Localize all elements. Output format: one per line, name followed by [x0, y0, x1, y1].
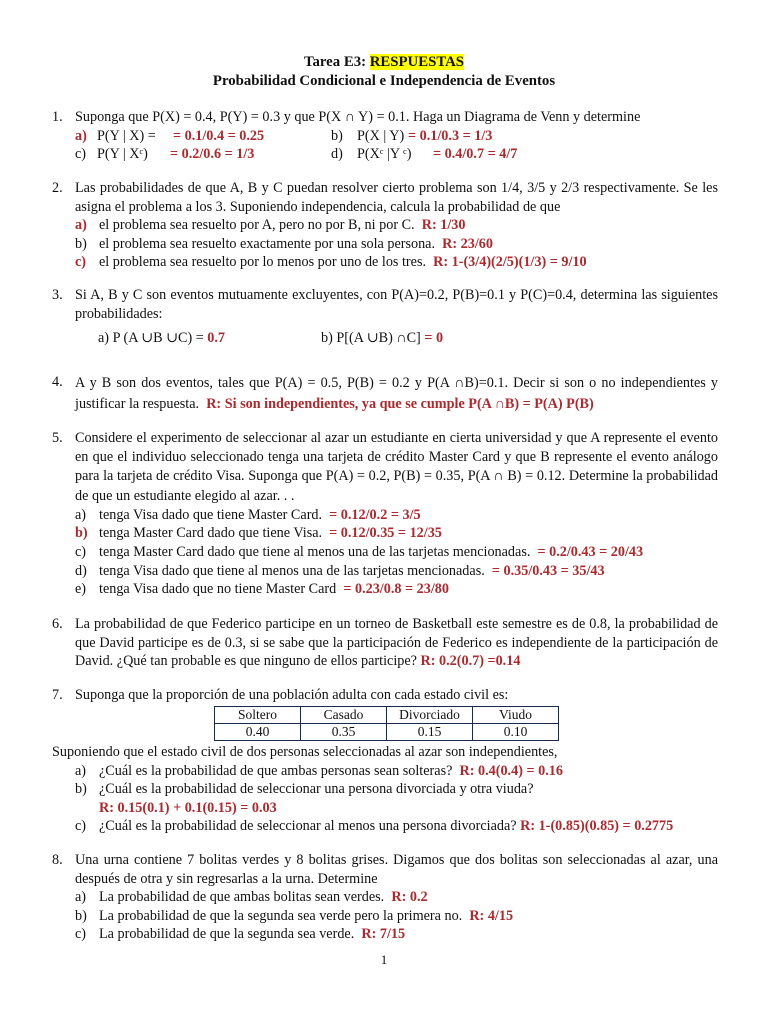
question-text: A y B son dos eventos, tales que P(A) = 0.5, P(B) = 0.2 y P(A ∩B)=0.1. Decir si son o no independientes y justificar la respuesta. — [75, 375, 718, 412]
item-text: ¿Cuál es la probabilidad de seleccionar al menos una persona divorciada? — [99, 818, 517, 835]
table-header: Casado — [301, 707, 387, 724]
question-text: Una urna contiene 7 bolitas verdes y 8 bolitas grises. Digamos que dos bolitas son seleccionadas al azar, una después de otra y sin regresarlas a la urna. Determine — [75, 852, 718, 887]
sub-item-c — [75, 817, 724, 836]
answer: R: 0.4(0.4) = 0.16 — [459, 762, 563, 779]
table-header-row — [215, 707, 559, 724]
item-label: a) — [75, 127, 87, 144]
item-label: a) — [75, 506, 87, 523]
table-header: Soltero — [215, 707, 301, 724]
answer: = 0.2/0.6 = 1/3 — [170, 146, 255, 163]
sub-item-b — [75, 524, 718, 543]
item-label: d) — [331, 146, 343, 163]
question-text: Considere el experimento de seleccionar al azar un estudiante en cierta universidad y que A represente el evento en que el individuo seleccionado tenga una tarjeta de crédito Master Card y que B represente el evento análogo para la tarjeta de crédito Visa. Suponga que P(A) = 0.2, P(B) = 0.35, P(A ∩ B) = 0.12. Determine la probabilidad de que un estudiante elegido al azar. . . — [75, 430, 718, 504]
question-text: Suponga que la proporción de una población adulta con cada estado civil es: — [75, 687, 509, 703]
answer: R: 1-(0.85)(0.85) = 0.2775 — [520, 818, 674, 835]
sub-item-e — [75, 580, 718, 599]
answer: R: Si son independientes, ya que se cumple P(A ∩B) = P(A) P(B) — [206, 396, 594, 412]
item-text: La probabilidad de que ambas bolitas sean verdes. — [99, 889, 385, 906]
item-label: a) — [75, 217, 87, 234]
table-cell: 0.15 — [387, 724, 473, 741]
item-label: a) — [75, 889, 87, 906]
question-number: 1. — [52, 109, 63, 125]
item-text: el problema sea resuelto por A, pero no por B, ni por C. — [99, 217, 415, 234]
item-label: e) — [75, 581, 87, 598]
answer: = 0.1/0.4 = 0.25 — [173, 127, 265, 144]
item-text: el problema sea resuelto exactamente por una sola persona. — [99, 235, 436, 252]
answer: = 0.12/0.35 = 12/35 — [329, 525, 442, 542]
item-text: P(Y | Xᶜ) — [97, 146, 148, 163]
answer: = 0 — [424, 330, 444, 347]
answer: R: 0.2 — [391, 889, 428, 906]
answer: R: 0.2(0.7) =0.14 — [420, 653, 521, 670]
item-text: P(X | Y) — [357, 127, 405, 144]
answer: = 0.1/0.3 = 1/3 — [408, 127, 493, 144]
sub-item-a — [75, 506, 718, 525]
item-text: ¿Cuál es la probabilidad de que ambas personas sean solteras? — [99, 762, 453, 779]
sub-item-d — [75, 562, 718, 581]
question-number: 5. — [52, 430, 63, 446]
answer: = 0.35/0.43 = 35/43 — [491, 562, 605, 579]
question-text: Suponga que P(X) = 0.4, P(Y) = 0.3 y que P(X ∩ Y) = 0.1. Haga un Diagrama de Venn y determine — [75, 109, 641, 125]
sub-item-c — [75, 543, 718, 562]
question-3 — [52, 286, 718, 349]
answer: = 0.4/0.7 = 4/7 — [433, 146, 518, 163]
sub-item-b — [75, 235, 718, 254]
item-text: tenga Visa dado que tiene Master Card. — [99, 506, 323, 523]
answer-row — [75, 323, 718, 349]
question-number: 6. — [52, 616, 63, 632]
title-highlight: RESPUESTAS — [369, 54, 465, 70]
item-text: P(Y | X) = — [97, 127, 156, 144]
question-6 — [52, 615, 718, 671]
page-number: 1 — [380, 952, 388, 967]
item-text: tenga Visa dado que tiene al menos una de las tarjetas mencionadas. — [99, 562, 485, 579]
item-text: tenga Master Card dado que tiene Visa. — [99, 525, 323, 542]
item-label: c) — [75, 254, 87, 271]
question-2 — [52, 179, 718, 272]
table-row — [215, 724, 559, 741]
question-text: Las probabilidades de que A, B y C puedan resolver cierto problema son 1/4, 3/5 y 2/3 respectivamente. Se les asigna el problema a los 3. Suponiendo independencia, calcula la probabilidad de que — [75, 180, 718, 215]
sub-item-c — [75, 925, 718, 944]
answer: R: 23/60 — [442, 235, 493, 252]
item-label: c) — [75, 146, 87, 163]
question-number: 3. — [52, 287, 63, 303]
answer: R: 0.15(0.1) + 0.1(0.15) = 0.03 — [99, 799, 277, 816]
question-5 — [52, 429, 718, 599]
item-text: La probabilidad de que la segunda sea verde pero la primera no. — [99, 907, 463, 924]
item-label: b) — [75, 781, 87, 798]
answer: R: 7/15 — [361, 926, 406, 943]
table-header: Viudo — [473, 707, 559, 724]
answer: R: 1/30 — [421, 217, 466, 234]
item-label: a) — [75, 762, 87, 779]
table-cell: 0.40 — [215, 724, 301, 741]
item-label: d) — [75, 562, 87, 579]
sub-item-b — [75, 907, 718, 926]
item-label: b) — [75, 525, 88, 542]
answer: = 0.2/0.43 = 20/43 — [537, 544, 644, 560]
item-label: c) — [75, 544, 87, 560]
question-number: 7. — [52, 687, 63, 703]
item-text: tenga Master Card dado que tiene al menos una de las tarjetas mencionadas. — [99, 544, 531, 560]
question-7-continued — [52, 743, 724, 836]
item-text: a) P (A ∪B ∪C) = — [98, 330, 204, 347]
table-cell: 0.10 — [473, 724, 559, 741]
sub-item-b — [75, 780, 724, 817]
item-text: b) P[(A ∪B) ∩C] — [321, 330, 425, 347]
item-label: b) — [75, 235, 87, 252]
question-1 — [52, 108, 718, 164]
question-text: Si A, B y C son eventos mutuamente excluyentes, con P(A)=0.2, P(B)=0.1 y P(C)=0.4, determina las siguientes probabilidades: — [75, 287, 718, 322]
table-cell: 0.35 — [301, 724, 387, 741]
question-8 — [52, 851, 718, 944]
sub-item-c — [75, 253, 718, 272]
page-subtitle: Probabilidad Condicional e Independencia de Eventos — [212, 73, 556, 89]
item-label: b) — [331, 127, 343, 144]
answer: R: 4/15 — [469, 907, 514, 924]
question-number: 4. — [52, 374, 63, 390]
item-label: c) — [75, 818, 87, 835]
answer-row — [75, 127, 718, 146]
question-7 — [52, 686, 718, 705]
sub-item-a — [75, 762, 724, 781]
sub-item-a — [75, 888, 718, 907]
item-label: b) — [75, 907, 87, 924]
question-number: 2. — [52, 180, 63, 196]
item-text: tenga Visa dado que no tiene Master Card — [99, 581, 337, 598]
question-text: Suponiendo que el estado civil de dos personas seleccionadas al azar son independientes, — [52, 744, 558, 760]
answer: R: 1-(3/4)(2/5)(1/3) = 9/10 — [433, 254, 587, 271]
item-text: La probabilidad de que la segunda sea verde. — [99, 926, 355, 943]
answer: 0.7 — [207, 330, 226, 347]
table-header: Divorciado — [387, 707, 473, 724]
civil-status-table — [214, 706, 559, 741]
sub-item-a — [75, 216, 718, 235]
question-4 — [52, 373, 718, 415]
question-text: La probabilidad de que Federico participe en un torneo de Basketball este semestre es de 0.8, la probabilidad de que David participe es de 0.3, si se sabe que la participación de Federico es independiente de la participación de David. ¿Qué tan probable es que ninguno de ellos participe? — [75, 616, 718, 670]
answer: = 0.12/0.2 = 3/5 — [329, 506, 421, 523]
answer-row — [75, 145, 718, 164]
question-number: 8. — [52, 852, 63, 868]
item-label: c) — [75, 926, 87, 943]
item-text: el problema sea resuelto por lo menos por uno de los tres. — [99, 254, 427, 271]
page-title — [0, 54, 768, 71]
item-text: ¿Cuál es la probabilidad de seleccionar una persona divorciada y otra viuda? — [99, 781, 534, 798]
answer: = 0.23/0.8 = 23/80 — [343, 581, 449, 598]
item-text: P(Xᶜ |Y ᶜ) — [357, 146, 412, 163]
title-prefix: Tarea E3: — [303, 54, 367, 70]
